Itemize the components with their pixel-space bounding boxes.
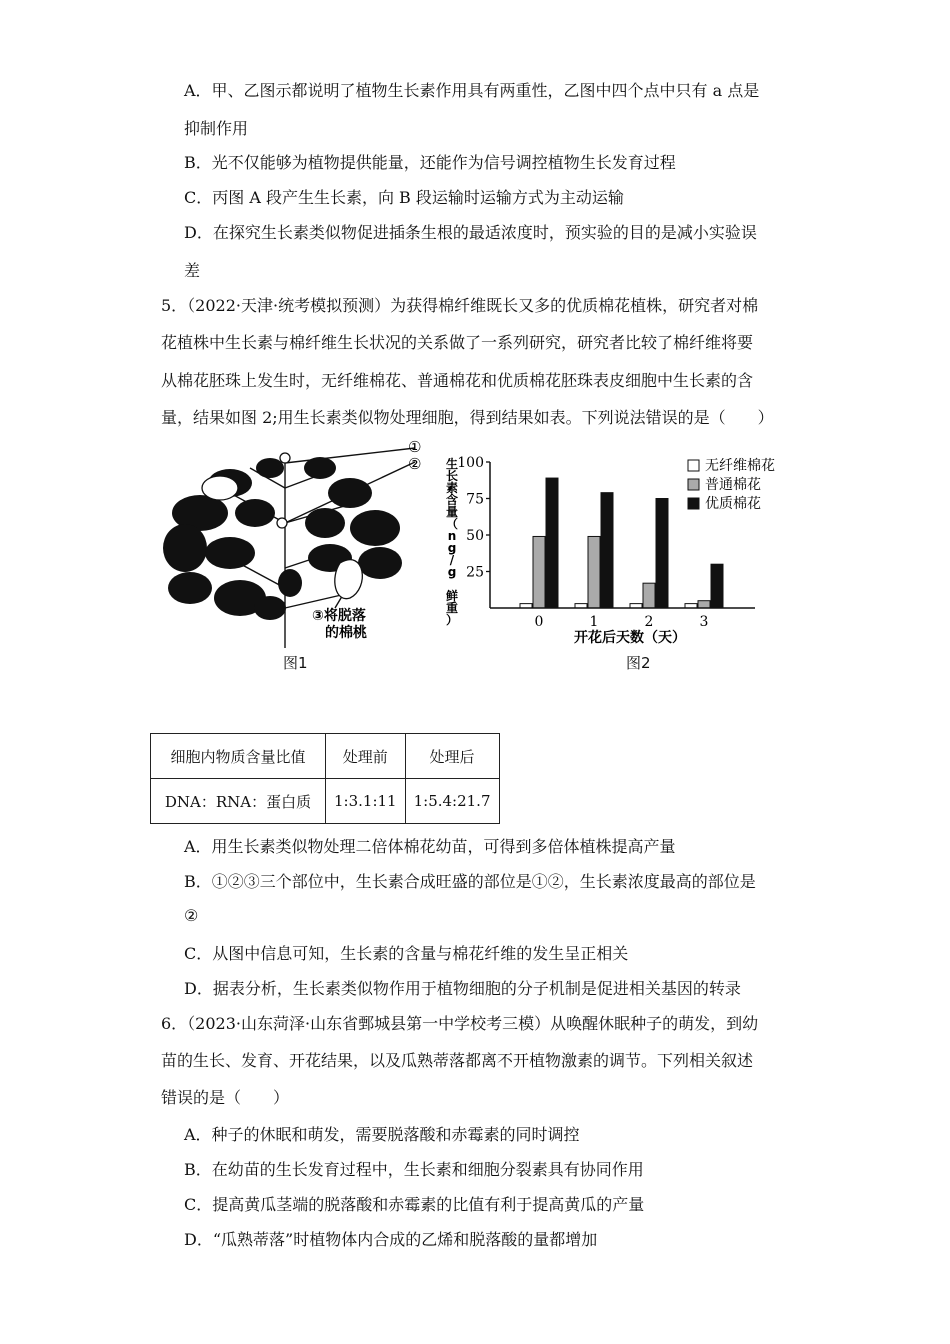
plant-leaves [163,457,402,620]
y-tick-label: 50 [466,528,484,544]
q5-stem-line3: 从棉花胚珠上发生时，无纤维棉花、普通棉花和优质棉花胚珠表皮细胞中生长素的含 [161,371,754,390]
y-tick-label: 25 [466,564,484,581]
y-axis-label [446,456,458,627]
q5-option-d: D．据表分析，生长素类似物作用于植物细胞的分子机制是促进相关基因的转录 [184,979,741,998]
q6-stem-line2: 苗的生长、发育、开花结果，以及瓜熟蒂落都离不开植物激素的调节。下列相关叙述 [161,1051,754,1070]
table-cell: DNA：RNA：蛋白质 [151,779,326,824]
x-tick-label: 2 [644,614,654,630]
legend-swatch [688,479,699,490]
y-label-char: g [447,565,457,579]
table-row [151,779,500,824]
y-tick-label: 100 [457,455,484,471]
y-label-char: ） [445,613,459,627]
table-cell: 1:3.1:11 [326,779,406,824]
legend-label: 优质棉花 [705,496,761,512]
x-tick-label: 1 [589,614,599,630]
y-label-char: n [447,529,457,543]
legend-label: 普通棉花 [705,477,761,493]
q6-option-d: D．“瓜熟蒂落”时植物体内合成的乙烯和脱落酸的量都增加 [184,1230,598,1249]
legend-label: 无纤维棉花 [705,458,775,474]
table-header-cell: 处理后 [405,734,499,779]
figure-1-caption: 图1 [283,654,308,672]
q4-option-d-line2: 差 [184,261,201,280]
bar-1-0 [533,536,545,608]
y-label-char: 重 [445,601,459,615]
bar-1-2 [643,583,655,608]
y-label-char: 鲜 [445,589,459,603]
table-header-cell: 细胞内物质含量比值 [151,734,326,779]
y-label-char: g [447,541,457,555]
y-label-char: 素 [445,481,459,495]
q4-option-c: C．丙图 A 段产生生长素，向 B 段运输时运输方式为主动运输 [184,188,624,207]
figure-1-cotton-plant [160,438,425,648]
x-tick-label: 3 [699,614,709,630]
label-3a: ③将脱落 [312,608,366,624]
label-3b: 的棉桃 [325,625,367,641]
q5-stem-line1: 5．（2022·天津·统考模拟预测）为获得棉纤维既长又多的优质棉花植株，研究者对棉 [161,296,759,315]
data-table [150,733,500,824]
table-header-row [151,734,500,779]
bar-2-2 [656,499,668,609]
q5-option-b-line2: ② [184,906,199,925]
bar-2-1 [601,493,613,608]
bar-2-0 [546,478,558,608]
y-tick-label: 75 [466,491,484,508]
figure-2-caption: 图2 [626,654,651,672]
figure-2-bar-chart [440,440,800,650]
y-label-char: 含 [445,493,459,507]
bar-1-3 [698,601,710,608]
x-axis-label: 开花后天数（天） [574,630,686,646]
y-label-char: / [449,553,455,567]
bar-1-1 [588,536,600,608]
q6-option-a: A．种子的休眠和萌发，需要脱落酸和赤霉素的同时调控 [184,1125,580,1144]
q6-option-b: B．在幼苗的生长发育过程中，生长素和细胞分裂素具有协同作用 [184,1160,644,1179]
y-label-char: 长 [445,469,459,483]
q5-option-c: C．从图中信息可知，生长素的含量与棉花纤维的发生呈正相关 [184,944,629,963]
q4-option-a-line2: 抑制作用 [184,119,249,138]
q4-option-b: B．光不仅能够为植物提供能量，还能作为信号调控植物生长发育过程 [184,153,676,172]
q6-stem-line1: 6．（2023·山东菏泽·山东省鄄城县第一中学校考三模）从唤醒休眠种子的萌发，到幼 [161,1014,759,1033]
q4-option-d-line1: D．在探究生长素类似物促进插条生根的最适浓度时，预实验的目的是减小实验误 [184,223,757,242]
q6-option-c: C．提高黄瓜茎端的脱落酸和赤霉素的比值有利于提高黄瓜的产量 [184,1195,645,1214]
y-label-char: （ [445,517,459,531]
legend-swatch [688,498,699,509]
label-1: ① [408,438,422,456]
q5-option-b-line1: B．①②③三个部位中，生长素合成旺盛的部位是①②，生长素浓度最高的部位是 [184,872,756,891]
legend-swatch [688,460,699,471]
q5-stem-line4: 量，结果如图 2;用生长素类似物处理细胞，得到结果如表。下列说法错误的是（ ） [161,408,774,427]
q5-option-a: A．用生长素类似物处理二倍体棉花幼苗，可得到多倍体植株提高产量 [184,837,676,856]
table-cell: 1:5.4:21.7 [405,779,499,824]
q5-stem-line2: 花植株中生长素与棉纤维生长状况的关系做了一系列研究，研究者比较了棉纤维将要 [161,333,754,352]
y-label-char: 生 [445,457,459,471]
y-label-char: 量 [445,505,459,519]
label-2: ② [408,455,422,473]
x-tick-label: 0 [534,614,544,630]
q6-stem-line3: 错误的是（ ） [161,1088,290,1107]
q4-option-a-line1: A．甲、乙图示都说明了植物生长素作用具有两重性，乙图中四个点中只有 a 点是 [184,81,760,100]
bar-2-3 [711,564,723,608]
table-header-cell: 处理前 [326,734,406,779]
